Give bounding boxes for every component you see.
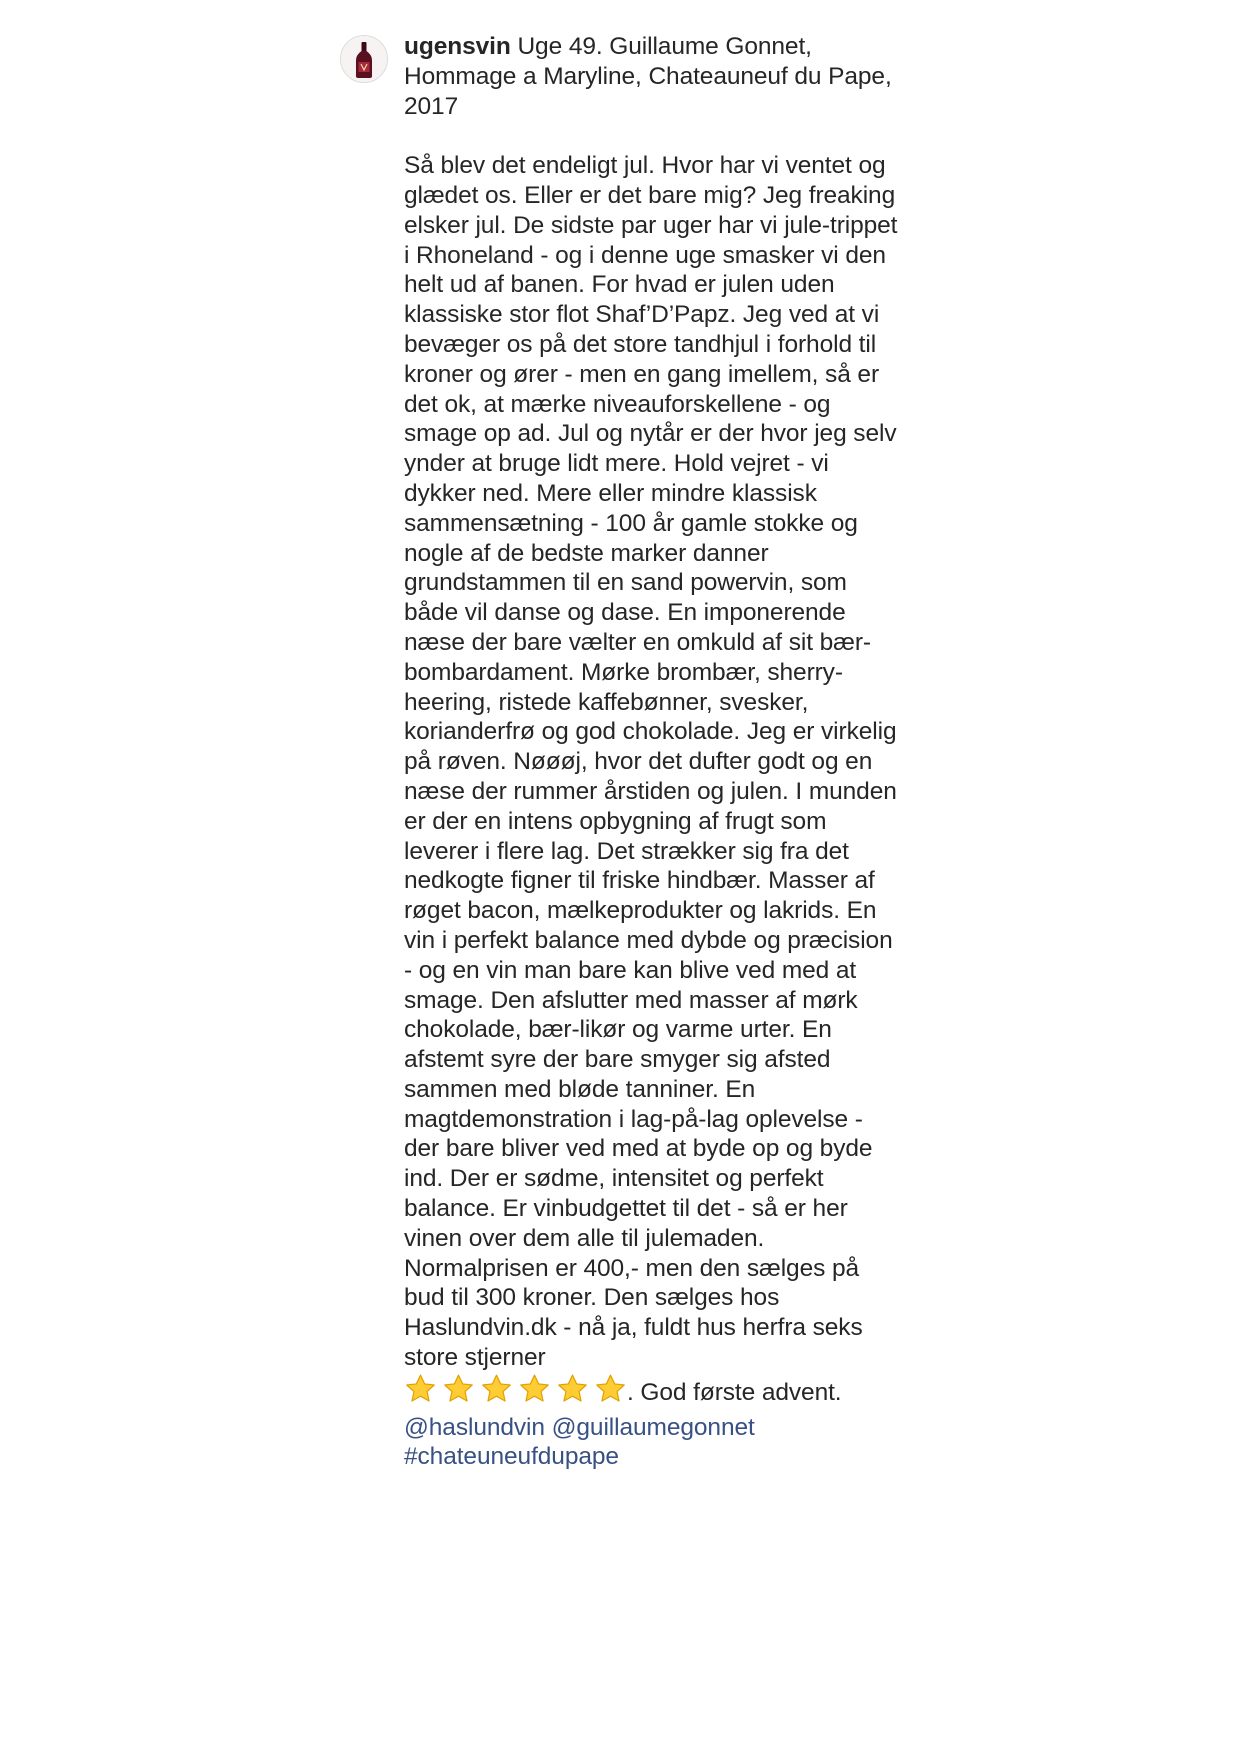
wine-bottle-icon <box>341 36 387 82</box>
mentions-line <box>404 1413 904 1443</box>
caption-spacer <box>404 121 904 151</box>
hashtag-line <box>404 1442 904 1472</box>
profile-avatar[interactable] <box>340 35 388 83</box>
hashtag-chateuneufdupape[interactable]: #chateuneufdupape <box>404 1443 619 1471</box>
star-icon <box>480 1373 513 1405</box>
star-icon <box>404 1373 437 1405</box>
star-icon <box>556 1373 589 1405</box>
star-icon <box>594 1373 627 1405</box>
star-icon <box>518 1373 551 1405</box>
rating-stars <box>404 1373 627 1413</box>
star-icon <box>442 1373 475 1405</box>
mention-haslundvin[interactable]: @haslundvin <box>404 1413 545 1441</box>
caption-body: Så blev det endeligt jul. Hvor har vi ventet og glædet os. Eller er det bare mig? Jeg freaking elsker jul. De sidste par uger har vi jule-trippet i Rhoneland - og i denne uge smasker vi den helt ud af banen. For hvad er julen uden klassiske stor flot Shaf’D’Papz. Jeg ved at vi bevæger os på det store tandhjul i forhold til kroner og ører - men en gang imellem, så er det ok, at mærke niveauforskellene - og smage op ad. Jul og nytår er der hvor jeg selv ynder at bruge lidt mere. Hold vejret - vi dykker ned. Mere eller mindre klassisk sammensætning - 100 år gamle stokke og nogle af de bedste marker danner grundstammen til en sand powervin, som både vil danse og dase. En imponerende næse der bare vælter en omkuld af sit bær-bombardament. Mørke brombær, sherry-heering, ristede kaffebønner, svesker, korianderfrø og god chokolade. Jeg er virkelig på røven. Nøøøj, hvor det dufter godt og en næse der rummer årstiden og julen. I munden er der en intens opbygning af frugt som leverer i flere lag. Det strækker sig fra det nedkogte figner til friske hindbær. Masser af røget bacon, mælkeprodukter og lakrids. En vin i perfekt balance med dybde og præcision - og en vin man bare kan blive ved med at smage. Den afslutter med masser af mørk chokolade, bær-likør og varme urter. En afstemt syre der bare smyger sig afsted sammen med bløde tanniner. En magtdemonstration i lag-på-lag oplevelse - der bare bliver ved med at byde op og byde ind. Der er sødme, intensitet og perfekt balance. Er vinbudgettet til det - så er her vinen over dem alle til julemaden. Normalprisen er 400,- men den sælges på bud til 300 kroner. Den sælges hos Haslundvin.dk - nå ja, fuldt hus herfra seks store stjerner <box>404 152 898 1372</box>
caption-closing: . God første advent. <box>627 1378 842 1406</box>
post-title: Uge 49. Guillaume Gonnet, Hommage a Maryline, Chateauneuf du Pape, 2017 <box>404 33 892 120</box>
username-link[interactable]: ugensvin <box>404 33 511 60</box>
post-caption <box>404 32 904 1472</box>
mention-guillaumegonnet[interactable]: @guillaumegonnet <box>551 1413 755 1441</box>
